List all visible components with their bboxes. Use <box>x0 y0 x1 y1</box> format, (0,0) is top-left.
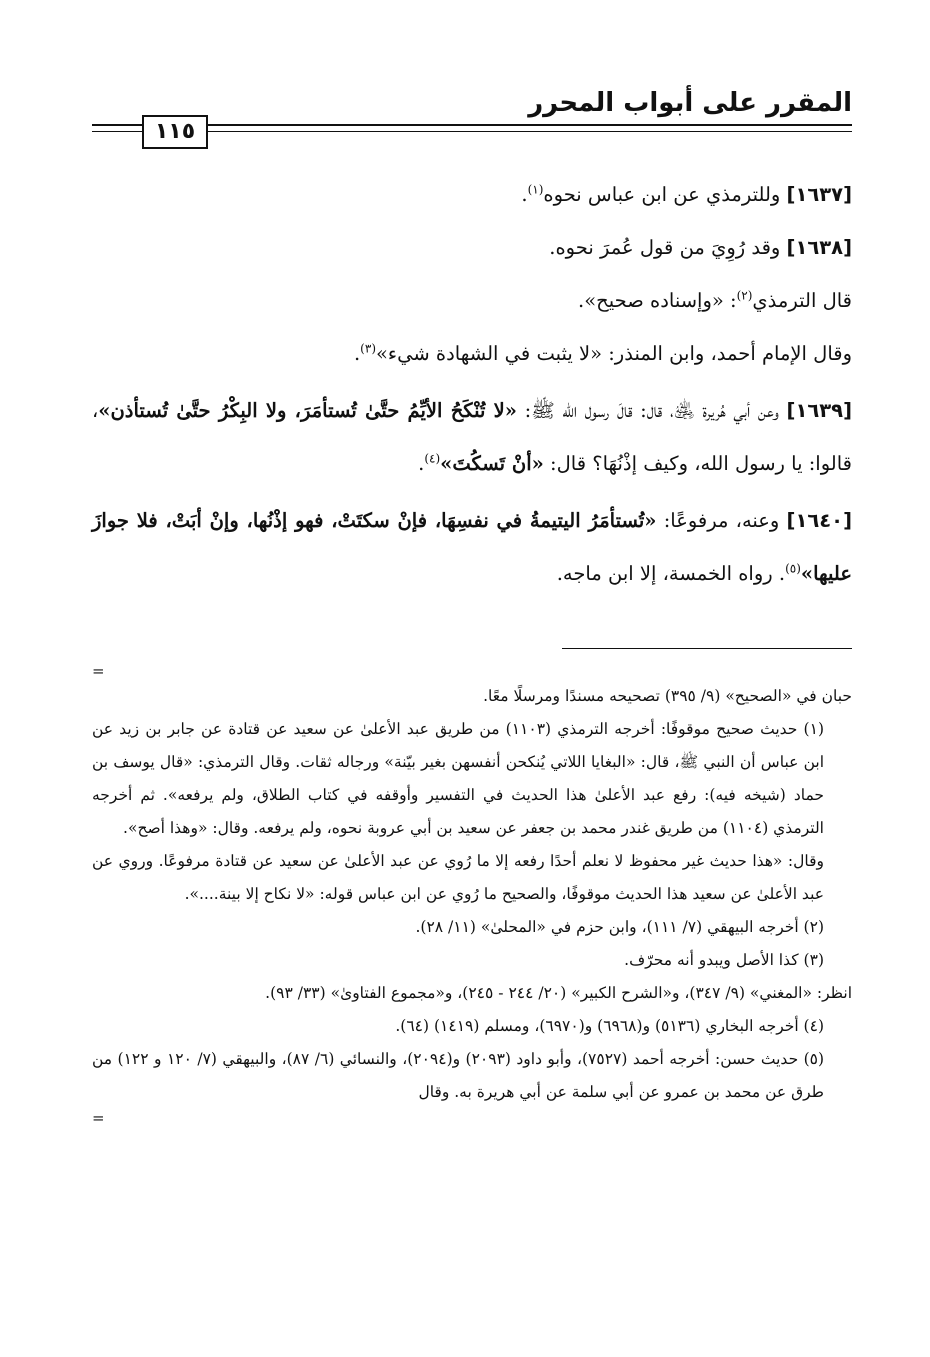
footnotes <box>92 662 852 1127</box>
footnote-ref: (٥) <box>785 561 801 576</box>
footnote-ref: (١) <box>527 182 544 197</box>
hadith-text: «أنْ تَسكُتَ» <box>440 452 544 475</box>
hadith-text: «لا تُنْكَحُ الأيِّمُ حتَّىٰ تُستأمَرَ، ولا البِكْرُ حتَّىٰ تُستأذن» <box>98 399 517 422</box>
hadith-1639: [١٦٣٩] وعن أبي هُريرة ﵁، قال: قالَ رسول الله ﷺ: «لا تُنْكَحُ الأيِّمُ حتَّىٰ تُستأمَرَ، ولا البِكْرُ حتَّىٰ تُستأذن»، قالوا: يا رسول الله، وكيف إذْنُهَا؟ قال: «أنْ تَسكُتَ»$^{(٤)}$. <box>92 399 852 475</box>
hadith-number: [١٦٤٠] <box>786 509 852 532</box>
page-number: ١١٥ <box>142 115 208 149</box>
footnote-1-continued: وقال: «هذا حديث غير محفوظ لا نعلم أحدًا رفعه إلا ما رُوي عن عبد الأعلىٰ عن سعيد عن قتادة مرفوعًا. وروي عن عبد الأعلىٰ عن سعيد هذا الحديث موقوفًا، والصحيح ما رُوي عن ابن عباس قوله: «لا نكاح إلا بينة....». <box>92 852 824 903</box>
ahmad-statement: وقال الإمام أحمد، وابن المنذر: «لا يثبت في الشهادة شيء»$^{(٣)}$. <box>353 341 852 365</box>
footnote-ref: (٣) <box>360 341 376 356</box>
continuation-mark: = <box>92 1109 105 1127</box>
hadith-1638: [١٦٣٨] وقد رُوِيَ من قول عُمرَ نحوه. <box>549 236 852 259</box>
hadith-1640: [١٦٤٠] وعنه، مرفوعًا: «تُستأمَرُ اليتيمةُ في نفسِهَا، فإنْ سكتَتْ، فهو إذْنُها، وإنْ أبَتْ، فلا جوازَ عليها»$^{(٥)}$. رواه الخمسة، إلا ابن ماجه. <box>92 509 852 585</box>
hadith-text: «تُستأمَرُ اليتيمةُ في نفسِهَا، فإنْ سكتَتْ، فهو إذْنُها، وإنْ أبَتْ، فلا جوازَ عليها» <box>92 509 852 585</box>
tirmidhi-statement: قال الترمذي$^{(٢)}$: «وإسناده صحيح». <box>578 288 852 312</box>
footnote-divider <box>562 648 852 649</box>
running-header-title: المقرر على أبواب المحرر <box>528 88 852 118</box>
hadith-1637: [١٦٣٧] وللترمذي عن ابن عباس نحوه$^{(١)}$. <box>521 182 852 206</box>
main-text <box>92 168 852 600</box>
hadith-number: [١٦٣٧] <box>786 183 852 206</box>
hadith-number: [١٦٣٨] <box>786 236 852 259</box>
footnote-continuation: حبان في «الصحيح» (٩/ ٣٩٥) تصحيحه مسندًا ومرسلًا معًا. <box>483 687 852 705</box>
footnote-1: (١) حديث صحيح موقوفًا: أخرجه الترمذي (١١٠٣) من طريق عبد الأعلىٰ عن سعيد عن قتادة عن جابر بن زيد عن ابن عباس أن النبي ﷺ، قال: «البغايا اللاتي يُنكحن أنفسهن بغير بيّنة» ورجاله ثقات. وقال الترمذي: «قال يوسف بن حماد (شيخه فيه): رفع عبد الأعلىٰ هذا الحديث في التفسير وأوقفه في كتاب الطلاق، ولم يرفعه». ثم أخرجه الترمذي (١١٠٤) من طريق غندر محمد بن جعفر عن سعيد بن أبي عروبة نحوه، ولم يرفعه. وقال: «وهذا أصح». <box>92 720 824 837</box>
footnote-2: (٢) أخرجه البيهقي (٧/ ١١١)، وابن حزم في «المحلىٰ» (١١/ ٢٨). <box>415 918 824 936</box>
footnote-ref: (٢) <box>736 288 753 303</box>
footnote-4: (٤) أخرجه البخاري (٥١٣٦) و(٦٩٦٨) و(٦٩٧٠)، ومسلم (١٤١٩) (٦٤). <box>395 1017 824 1035</box>
footnote-3-continued: انظر: «المغني» (٩/ ٣٤٧)، و«الشرح الكبير» (٢٠/ ٢٤٤ - ٢٤٥)، و«مجموع الفتاوىٰ» (٣٣/ ٩٣). <box>265 984 852 1002</box>
hadith-number: [١٦٣٩] <box>786 399 852 422</box>
footnote-3: (٣) كذا الأصل ويبدو أنه محرّف. <box>624 951 824 969</box>
continuation-mark: = <box>92 662 105 680</box>
footnote-ref: (٤) <box>424 451 441 466</box>
footnote-5: (٥) حديث حسن: أخرجه أحمد (٧٥٢٧)، وأبو داود (٢٠٩٣) و(٢٠٩٤)، والنسائي (٦/ ٨٧)، والبيهقي (٧/ ١٢٠ و ١٢٢) من طرق عن محمد بن عمرو عن أبي سلمة عن أبي هريرة به. وقال <box>92 1050 825 1101</box>
